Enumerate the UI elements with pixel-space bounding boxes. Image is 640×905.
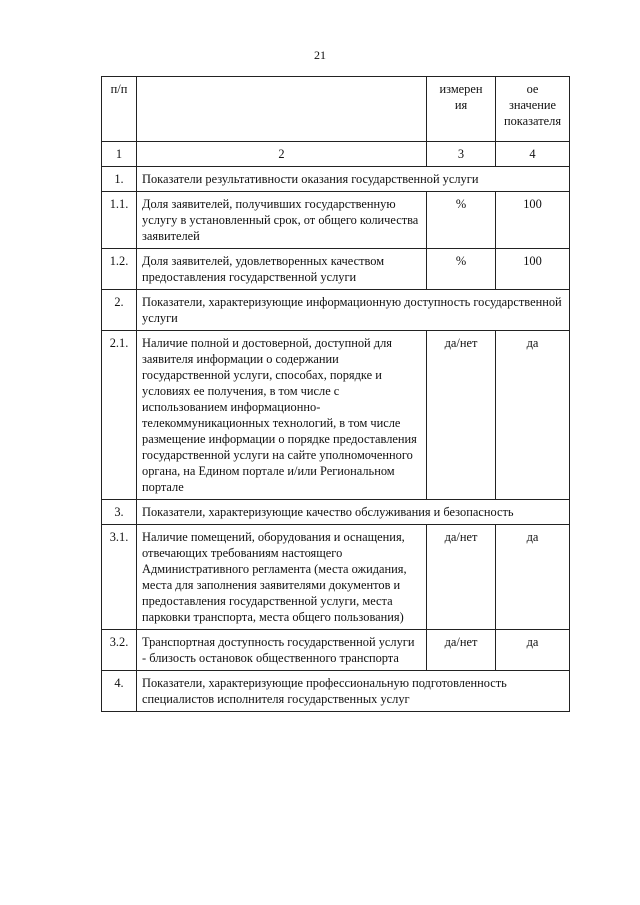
section-title: Показатели, характеризующие информационную доступность государственной услуги bbox=[137, 290, 570, 331]
section-row bbox=[102, 500, 570, 525]
header-value-text: ое значение показателя bbox=[503, 82, 562, 128]
indicator-name: Наличие полной и достоверной, доступной для заявителя информации о содержании государственной услуги, способах, порядке и условиях ее получения, в том числе с использованием информационно-телекоммуникационных технологий, в том числе размещение информации о порядке предоставления государственной услуги на сайте уполномоченного органа, на Едином портале и/или Региональном портале bbox=[137, 331, 427, 500]
indicator-value: да bbox=[496, 525, 570, 630]
header-cell-value bbox=[496, 77, 570, 142]
header-cell-name bbox=[137, 77, 427, 142]
indicator-row bbox=[102, 331, 570, 500]
indicator-name: Доля заявителей, получивших государственную услугу в установленный срок, от общего количества заявителей bbox=[137, 192, 427, 249]
indicator-unit: да/нет bbox=[427, 525, 496, 630]
header-cell-number: п/п bbox=[102, 77, 137, 142]
indicator-value: да bbox=[496, 331, 570, 500]
column-number: 2 bbox=[137, 142, 427, 167]
section-title: Показатели результативности оказания государственной услуги bbox=[137, 167, 570, 192]
row-number: 2. bbox=[102, 290, 137, 331]
indicator-name: Наличие помещений, оборудования и оснащения, отвечающих требованиям настоящего Административного регламента (места ожидания, места для заполнения заявителями документов и предоставления государственной услуги, места парковки транспорта, места общего пользования) bbox=[137, 525, 427, 630]
indicator-unit: да/нет bbox=[427, 630, 496, 671]
section-title: Показатели, характеризующие профессиональную подготовленность специалистов исполнителя государственных услуг bbox=[137, 671, 570, 712]
header-cell-unit bbox=[427, 77, 496, 142]
indicator-unit: да/нет bbox=[427, 331, 496, 500]
section-title: Показатели, характеризующие качество обслуживания и безопасность bbox=[137, 500, 570, 525]
column-number: 4 bbox=[496, 142, 570, 167]
indicator-row bbox=[102, 192, 570, 249]
row-number: 3. bbox=[102, 500, 137, 525]
indicator-row bbox=[102, 630, 570, 671]
header-unit-text: измерен ия bbox=[439, 82, 483, 112]
row-number: 1.2. bbox=[102, 249, 137, 290]
row-number: 2.1. bbox=[102, 331, 137, 500]
page-number: 21 bbox=[314, 48, 326, 62]
row-number: 4. bbox=[102, 671, 137, 712]
section-row bbox=[102, 167, 570, 192]
row-number: 1.1. bbox=[102, 192, 137, 249]
row-number: 3.1. bbox=[102, 525, 137, 630]
indicator-name: Транспортная доступность государственной услуги - близость остановок общественного транспорта bbox=[137, 630, 427, 671]
section-row bbox=[102, 671, 570, 712]
row-number: 3.2. bbox=[102, 630, 137, 671]
indicator-value: 100 bbox=[496, 192, 570, 249]
indicator-name: Доля заявителей, удовлетворенных качеством предоставления государственной услуги bbox=[137, 249, 427, 290]
indicators-table bbox=[101, 76, 570, 712]
indicator-value: 100 bbox=[496, 249, 570, 290]
indicator-unit: % bbox=[427, 249, 496, 290]
indicator-row bbox=[102, 525, 570, 630]
indicator-value: да bbox=[496, 630, 570, 671]
section-row bbox=[102, 290, 570, 331]
column-number: 3 bbox=[427, 142, 496, 167]
indicator-row bbox=[102, 249, 570, 290]
column-numbers-row bbox=[102, 142, 570, 167]
row-number: 1. bbox=[102, 167, 137, 192]
indicator-unit: % bbox=[427, 192, 496, 249]
column-number: 1 bbox=[102, 142, 137, 167]
table-header-row bbox=[102, 77, 570, 142]
